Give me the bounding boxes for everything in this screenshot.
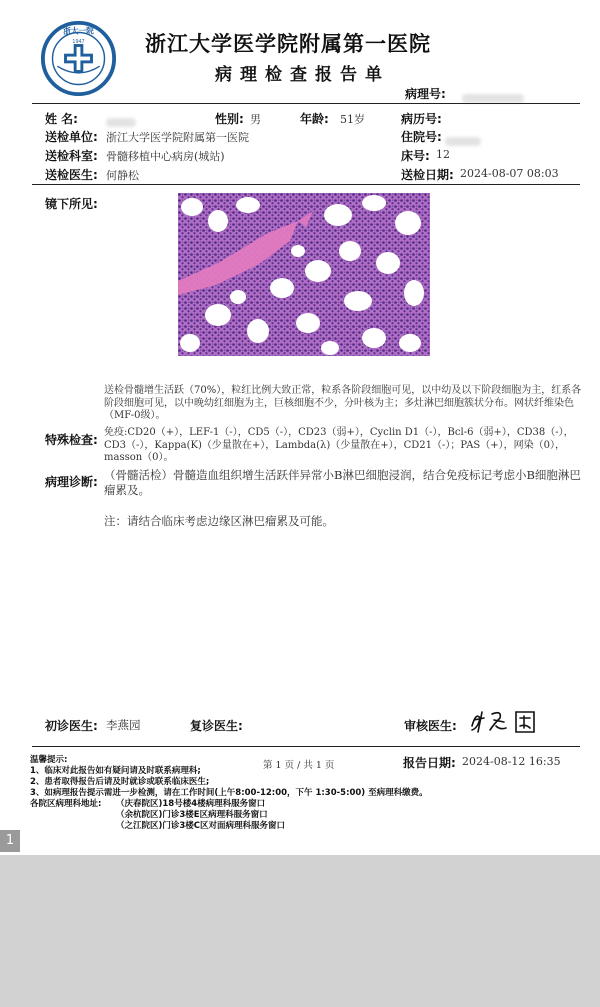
diagnosis-content: （骨髓活检）骨髓造血组织增生活跃伴异常小B淋巴细胞浸润，结合免疫标记考虑小B细胞淋巴瘤累及。 xyxy=(104,468,581,497)
address-1: （庆春院区)18号楼4楼病理科服务窗口 xyxy=(116,799,266,809)
case-no-label: 病历号: xyxy=(401,112,442,126)
age-label: 年龄: xyxy=(300,112,329,126)
address-2: （余杭院区)门诊3楼E区病理科服务窗口 xyxy=(116,810,268,820)
report-title: 病理检查报告单 xyxy=(215,65,390,85)
tips-title: 温馨提示: xyxy=(30,755,68,765)
sex-label: 性别: xyxy=(215,112,244,126)
inpatient-value xyxy=(445,131,481,150)
bed-value: 12 xyxy=(436,148,450,161)
page-indicator: 第 1 页 / 共 1 页 xyxy=(263,760,335,771)
date-value: 2024-08-07 08:03 xyxy=(460,167,559,180)
hospital-name: 浙江大学医学院附属第一医院 xyxy=(145,32,431,56)
initial-doctor-value: 李燕园 xyxy=(106,718,141,732)
report-date-label: 报告日期: xyxy=(403,756,456,770)
address-3: （之江院区)门诊3楼C区对面病理科服务窗口 xyxy=(116,821,286,831)
handwritten-signature xyxy=(466,704,541,736)
microscopy-label: 镜下所见: xyxy=(45,197,98,211)
pathology-no-label: 病理号: xyxy=(405,87,446,101)
address-label: 各院区病理科地址: xyxy=(30,799,102,809)
tip-2: 2、患者取得报告后请及时就诊或联系临床医生; xyxy=(30,777,210,787)
logo-text: 浙大一院 xyxy=(63,26,94,36)
review-doctor-label: 复诊医生: xyxy=(190,719,243,733)
special-content: 免疫:CD20（+），LEF-1（-），CD5（-），CD23（弱+），Cyclin D1（-），Bcl-6（弱+），CD38（-），CD3（-），Kappa(K)（少量散在+），Lambda(λ)（少量散在+），CD21（-）；PAS（+），网染（0），masson（0）。 xyxy=(104,427,574,463)
unit-value: 浙江大学医学院附属第一医院 xyxy=(106,131,249,144)
special-label: 特殊检查: xyxy=(45,433,98,447)
report-date-value: 2024-08-12 16:35 xyxy=(462,755,561,768)
tip-1: 1、临床对此报告如有疑问请及时联系病理科; xyxy=(30,766,201,776)
audit-doctor-label: 审核医生: xyxy=(404,719,457,733)
sex-value: 男 xyxy=(250,113,261,126)
diagnosis-label: 病理诊断: xyxy=(45,475,98,489)
age-value: 51岁 xyxy=(340,113,365,126)
diagnosis-note: 注：请结合临床考虑边缘区淋巴瘤累及可能。 xyxy=(104,514,334,528)
hospital-logo-icon xyxy=(40,20,117,97)
header-rule xyxy=(32,103,580,104)
tip-3: 3、如病理报告提示需进一步检测，请在工作时间(上午8:00-12:00，下午 1:30-5:00) 至病理科缴费。 xyxy=(30,788,428,798)
info-rule xyxy=(32,184,580,185)
doctor-value: 何静松 xyxy=(106,169,139,182)
footer-rule xyxy=(32,746,580,747)
page-index-badge[interactable]: 1 xyxy=(0,830,20,852)
dept-value: 骨髓移植中心病房(城站) xyxy=(106,150,225,163)
date-label: 送检日期: xyxy=(401,168,454,182)
microscopy-description: 送检骨髓增生活跃（70%），粒红比例大致正常，粒系各阶段细胞可见，以中幼及以下阶段细胞为主，红系各阶段细胞可见，以中晚幼红细胞为主，巨核细胞不少，分叶核为主；多灶淋巴细胞簇状分布。网状纤维染色（MF-0级）。 xyxy=(104,385,582,421)
logo-year: 1947 xyxy=(72,40,85,46)
dept-label: 送检科室: xyxy=(45,149,98,163)
doctor-label: 送检医生: xyxy=(45,168,98,182)
unit-label: 送检单位: xyxy=(45,130,98,144)
inpatient-label: 住院号: xyxy=(401,130,442,144)
initial-doctor-label: 初诊医生: xyxy=(45,719,98,733)
histology-image xyxy=(178,193,430,356)
name-label: 姓 名: xyxy=(45,112,78,126)
pathology-no-value xyxy=(462,88,524,107)
bed-label: 床号: xyxy=(401,149,430,163)
